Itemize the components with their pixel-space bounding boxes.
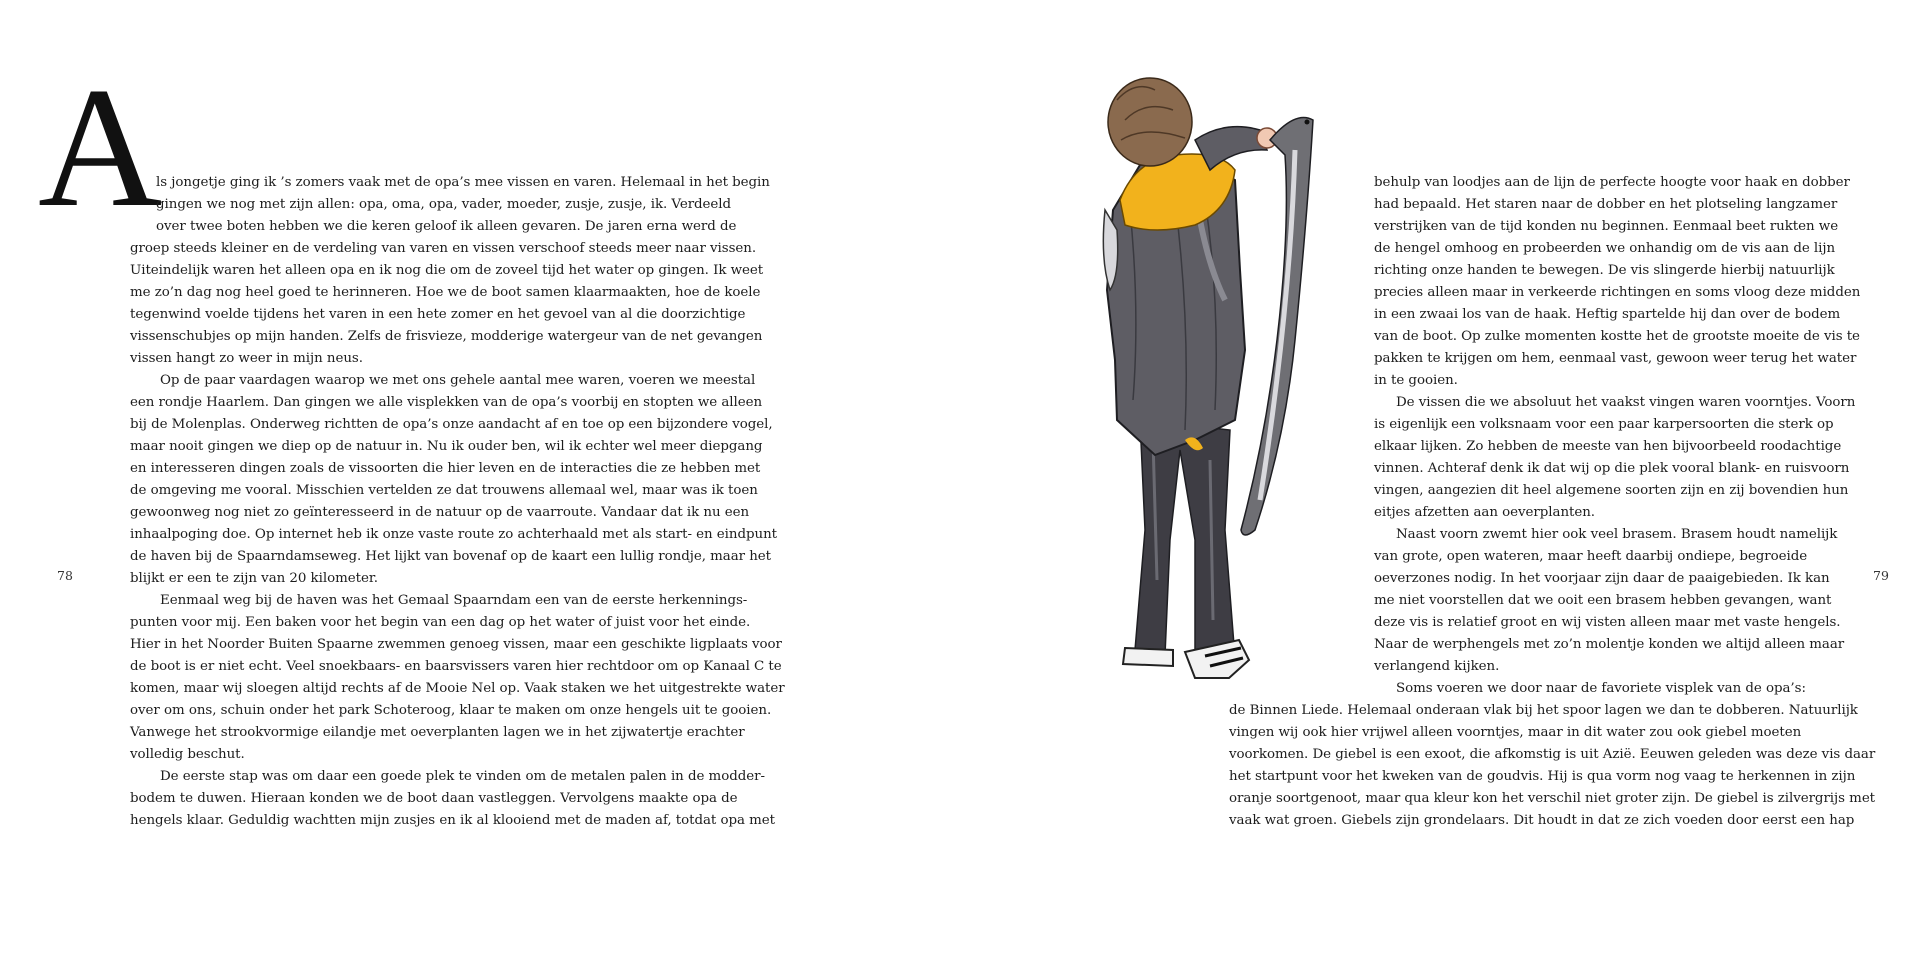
text-line: blijkt er een te zijn van 20 kilometer. (130, 571, 378, 586)
text-line: tegenwind voelde tijdens het varen in een hete zomer en het gevoel van al die doorzichtige (130, 307, 746, 322)
text-line: Naast voorn zwemt hier ook veel brasem. Brasem houdt namelijk (1396, 527, 1838, 542)
text-line: eitjes afzetten aan oeverplanten. (1374, 505, 1596, 520)
right-page-number: 79 (1873, 568, 1889, 583)
text-line: vingen, aangezien dit heel algemene soorten zijn en zij bovendien hun (1374, 483, 1849, 498)
text-line: in te gooien. (1374, 373, 1458, 388)
text-line: over twee boten hebben we die keren geloof ik alleen gevaren. De jaren erna werd de (156, 219, 737, 234)
text-line: ls jongetje ging ik ’s zomers vaak met de opa’s mee vissen en varen. Helemaal in het begin (156, 175, 770, 190)
text-line: van de boot. Op zulke momenten kostte het de grootste moeite de vis te (1374, 329, 1860, 344)
text-line: groep steeds kleiner en de verdeling van varen en vissen verschoof steeds meer naar vissen. (130, 241, 757, 256)
text-line: precies alleen maar in verkeerde richtingen en soms vloog deze midden (1374, 285, 1861, 300)
text-line: in een zwaai los van de haak. Heftig spartelde hij dan over de bodem (1374, 307, 1841, 322)
text-line: vaak wat groen. Giebels zijn grondelaars. Dit houdt in dat ze zich voeden door eerst een hap (1229, 813, 1855, 828)
text-line: Eenmaal weg bij de haven was het Gemaal Spaarndam een van de eerste herkennings- (160, 593, 748, 608)
text-line: pakken te krijgen om hem, eenmaal vast, gewoon weer terug het water (1374, 351, 1857, 366)
text-line: Hier in het Noorder Buiten Spaarne zwemmen genoeg vissen, maar een geschikte ligplaats voor (130, 637, 782, 652)
text-line: gingen we nog met zijn allen: opa, oma, opa, vader, moeder, zusje, zusje, ik. Verdeeld (156, 197, 732, 212)
text-line: me zo’n dag nog heel goed te herinneren. Hoe we de boot samen klaarmaakten, hoe de koele (130, 285, 761, 300)
text-line: volledig beschut. (130, 747, 245, 762)
text-line: en interesseren dingen zoals de vissoorten die hier leven en de interacties die ze hebben met (130, 461, 761, 476)
text-line: over om ons, schuin onder het park Schoteroog, klaar te maken om onze hengels uit te gooien. (130, 703, 772, 718)
text-line: gewoonweg nog niet zo geïnteresseerd in de natuur op de vaarroute. Vandaar dat ik nu een (130, 505, 750, 520)
text-line: vinnen. Achteraf denk ik dat wij op die plek vooral blank- en ruisvoorn (1374, 461, 1850, 476)
text-line: Vanwege het strookvormige eilandje met oeverplanten lagen we in het zijwatertje erachter (130, 725, 745, 740)
text-line: Uiteindelijk waren het alleen opa en ik nog die om de zoveel tijd het water op gingen. Ik weet (130, 263, 764, 278)
text-line: is eigenlijk een volksnaam voor een paar karpersoorten die sterk op (1374, 417, 1834, 432)
text-line: van grote, open wateren, maar heeft daarbij ondiepe, begroeide (1374, 549, 1808, 564)
text-line: richting onze handen te bewegen. De vis slingerde hierbij natuurlijk (1374, 263, 1835, 278)
text-line: vissenschubjes op mijn handen. Zelfs de frisvieze, modderige watergeur van de net gevangen (130, 329, 763, 344)
text-line: bij de Molenplas. Onderweg richtten de opa’s onze aandacht af en toe op een bijzondere vogel, (130, 417, 773, 432)
text-line: bodem te duwen. Hieraan konden we de boot daan vastleggen. Vervolgens maakte opa de (130, 791, 738, 806)
text-line: punten voor mij. Een baken voor het begin van een dag op het water of juist voor het einde. (130, 615, 751, 630)
text-line: behulp van loodjes aan de lijn de perfecte hoogte voor haak en dobber (1374, 175, 1850, 190)
text-line: de omgeving me vooral. Misschien vertelden ze dat trouwens allemaal wel, maar was ik toen (130, 483, 758, 498)
text-line: me niet voorstellen dat we ooit een brasem hebben gevangen, want (1374, 593, 1832, 608)
text-line: vissen hangt zo weer in mijn neus. (130, 351, 363, 366)
text-line: inhaalpoging doe. Op internet heb ik onze vaste route zo achterhaald met als start- en eindpunt (130, 527, 777, 542)
text-line: De vissen die we absoluut het vaakst vingen waren voorntjes. Voorn (1396, 395, 1856, 410)
head-hair (1108, 78, 1192, 166)
text-line: Soms voeren we door naar de favoriete visplek van de opa’s: (1396, 681, 1806, 696)
drop-cap-letter: A (38, 53, 163, 243)
text-line: de boot is er niet echt. Veel snoekbaars- en baarsvissers varen hier rechtdoor om op Kanaal C te (130, 659, 782, 674)
text-line: elkaar lijken. Zo hebben de meeste van hen bijvoorbeeld roodachtige (1374, 439, 1842, 454)
text-line: een rondje Haarlem. Dan gingen we alle visplekken van de opa’s voorbij en stopten we alleen (130, 395, 763, 410)
text-line: komen, maar wij sloegen altijd rechts af de Mooie Nel op. Vaak staken we het uitgestrekte water (130, 681, 785, 696)
text-line: had bepaald. Het staren naar de dobber en het plotseling langzamer (1374, 197, 1838, 212)
eel (1241, 118, 1313, 536)
text-line: verstrijken van de tijd konden nu beginnen. Eenmaal beet rukten we (1374, 219, 1839, 234)
boy-holding-eel-illustration (1045, 60, 1345, 700)
text-line: voorkomen. De giebel is een exoot, die afkomstig is uit Azië. Eeuwen geleden was deze vis daar (1229, 747, 1876, 762)
trousers (1135, 420, 1235, 658)
text-line: Naar de werphengels met zo’n molentje konden we altijd alleen maar (1374, 637, 1845, 652)
text-line: deze vis is relatief groot en wij visten alleen maar met vaste hengels. (1374, 615, 1841, 630)
text-line: oranje soortgenoot, maar qua kleur kon het verschil niet groter zijn. De giebel is zilvergrijs met (1229, 791, 1876, 806)
text-line: Op de paar vaardagen waarop we met ons gehele aantal mee waren, voeren we meestal (160, 373, 756, 388)
text-line: het startpunt voor het kweken van de goudvis. Hij is qua vorm nog vaag te herkennen in zijn (1229, 769, 1856, 784)
text-line: De eerste stap was om daar een goede plek te vinden om de metalen palen in de modder- (160, 769, 765, 784)
text-line: vingen wij ook hier vrijwel alleen voorntjes, maar in dit water zou ook giebel moeten (1229, 725, 1802, 740)
text-line: oeverzones nodig. In het voorjaar zijn daar de paaigebieden. Ik kan (1374, 571, 1830, 586)
left-page-number: 78 (57, 568, 73, 583)
left-shoe (1123, 648, 1173, 666)
text-line: hengels klaar. Geduldig wachtten mijn zusjes en ik al klooiend met de maden af, totdat opa met (130, 813, 775, 828)
text-line: de Binnen Liede. Helemaal onderaan vlak bij het spoor lagen we dan te dobberen. Natuurlijk (1229, 703, 1858, 718)
text-line: de hengel omhoog en probeerden we onhandig om de vis aan de lijn (1374, 241, 1836, 256)
text-line: verlangend kijken. (1374, 659, 1500, 674)
drop-cap (38, 53, 163, 243)
text-line: maar nooit gingen we diep op de natuur in. Nu ik ouder ben, wil ik echter wel meer diepgang (130, 439, 763, 454)
text-line: de haven bij de Spaarndamseweg. Het lijkt van bovenaf op de kaart een lullig rondje, maar het (130, 549, 772, 564)
